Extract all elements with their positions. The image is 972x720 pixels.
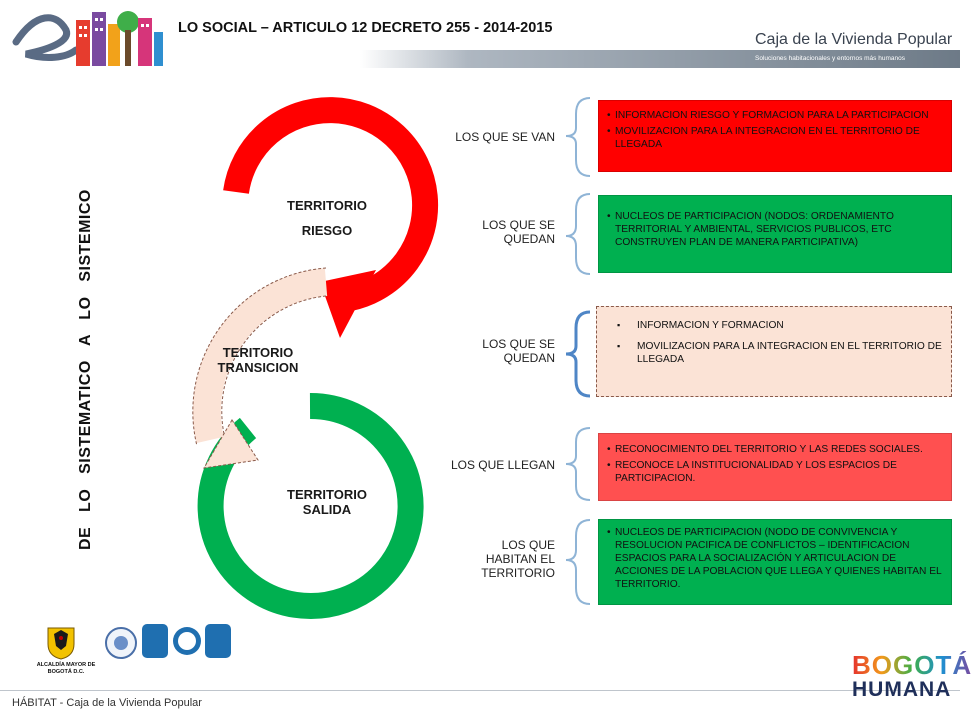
group-label-line: QUEDAN bbox=[503, 232, 555, 246]
bogota-logo-line2: HUMANA bbox=[852, 678, 952, 701]
list-item: • MOVILIZACION PARA LA INTEGRACION EN EL TERRITORIO DE LLEGADA bbox=[605, 125, 945, 151]
list-item: ▪ INFORMACION Y FORMACION bbox=[603, 319, 945, 332]
header-logo bbox=[6, 2, 164, 70]
group-label-habitan bbox=[430, 538, 555, 580]
salida-label-line2: SALIDA bbox=[302, 502, 352, 517]
box-se-quedan-2 bbox=[596, 306, 952, 397]
salida-label-line1: TERRITORIO bbox=[287, 487, 367, 502]
brace-5 bbox=[566, 520, 590, 604]
group-label-line: TERRITORIO bbox=[481, 566, 555, 580]
list-item: • NUCLEOS DE PARTICIPACION (NODOS: ORDENAMIENTO TERRITORIAL Y AMBIENTAL, SERVICIOS PUBLICOS, ETC CONSTRUYEN PLAN DE MANERA PARTICIPATIVA) bbox=[605, 210, 945, 249]
group-label-line: LOS QUE bbox=[501, 538, 555, 552]
list-item: • RECONOCE LA INSTITUCIONALIDAD Y LOS ESPACIOS DE PARTICIPACION. bbox=[605, 459, 945, 485]
vertical-title: DE LO SISTEMATICO A LO SISTEMICO bbox=[77, 189, 94, 550]
certification-seal-icon bbox=[104, 626, 138, 660]
group-label-line: LOS QUE LLEGAN bbox=[450, 458, 555, 472]
riesgo-label bbox=[262, 198, 392, 238]
transicion-label-line2: TRANSICION bbox=[217, 360, 299, 375]
bogota-logo-line1 bbox=[852, 650, 972, 681]
brace-3 bbox=[566, 312, 590, 396]
group-label-se-quedan-1 bbox=[430, 218, 555, 246]
brand-tagline: Soluciones habitacionales y entornos más humanos bbox=[755, 55, 905, 62]
group-label-line: QUEDAN bbox=[503, 351, 555, 365]
group-label-line: LOS QUE SE VAN bbox=[455, 130, 555, 144]
brace-1 bbox=[566, 98, 590, 176]
group-label-line: LOS QUE SE bbox=[482, 218, 555, 232]
salida-label bbox=[262, 487, 392, 517]
iqnet-icon bbox=[172, 626, 202, 656]
box-se-van bbox=[598, 100, 952, 172]
group-label-line: LOS QUE SE bbox=[482, 337, 555, 351]
list-item: ▪ MOVILIZACION PARA LA INTEGRACION EN EL TERRITORIO DE LLEGADA bbox=[603, 340, 945, 366]
group-label-llegan bbox=[430, 458, 555, 472]
alcaldia-label: ALCALDÍA MAYOR DE BOGOTÁ D.C. bbox=[36, 662, 96, 675]
iso-9001-icon bbox=[205, 624, 231, 658]
brace-2 bbox=[566, 194, 590, 274]
transicion-label-line1: TERITORIO bbox=[222, 345, 294, 360]
riesgo-label-line2: RIESGO bbox=[301, 223, 353, 238]
ntcgp-1000-icon bbox=[142, 624, 168, 658]
transicion-label bbox=[192, 345, 324, 375]
group-label-se-van bbox=[430, 130, 555, 144]
footer-divider bbox=[0, 690, 960, 691]
group-label-line: HABITAN EL bbox=[485, 552, 555, 566]
list-item: • INFORMACION RIESGO Y FORMACION PARA LA PARTICIPACION bbox=[605, 109, 945, 122]
group-label-se-quedan-2 bbox=[430, 337, 555, 365]
slide-title: LO SOCIAL – ARTICULO 12 DECRETO 255 - 2014-2015 bbox=[178, 20, 553, 36]
box-habitan bbox=[598, 519, 952, 605]
braces bbox=[560, 90, 600, 610]
footer-text: HÁBITAT - Caja de la Vivienda Popular bbox=[12, 697, 202, 709]
list-item: • RECONOCIMIENTO DEL TERRITORIO Y LAS REDES SOCIALES. bbox=[605, 443, 945, 456]
box-llegan bbox=[598, 433, 952, 501]
list-item: • NUCLEOS DE PARTICIPACION (NODO DE CONVIVENCIA Y RESOLUCION PACIFICA DE CONFLICTOS – IDENTIFICACION ESPACIOS PARA LA SOCIALIZACIÓN Y ARTICULACION DE ACCIONES DE LA POBLACION QUE LLEGA Y QUIENES HABITAN EL TERRITORIO. bbox=[605, 526, 945, 591]
bogota-logo-text: BOGOTÁ bbox=[852, 650, 972, 680]
riesgo-label-line1: TERRITORIO bbox=[287, 198, 367, 213]
brace-4 bbox=[566, 428, 590, 500]
brand-name: Caja de la Vivienda Popular bbox=[755, 31, 953, 48]
box-se-quedan-1 bbox=[598, 195, 952, 273]
bogota-coat-of-arms-icon bbox=[44, 624, 78, 660]
